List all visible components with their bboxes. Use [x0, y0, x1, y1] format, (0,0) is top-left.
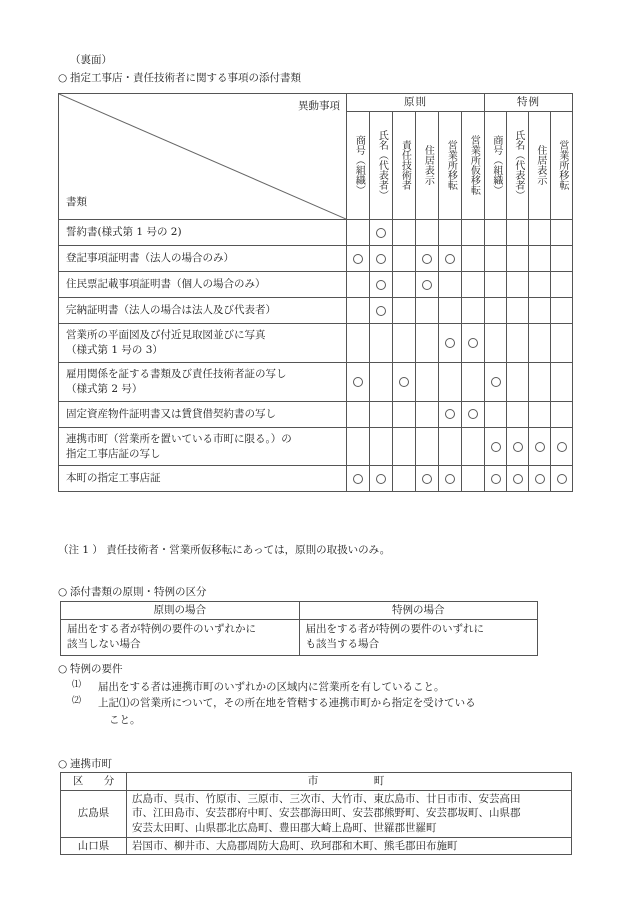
youken-item: ⑵ 上記⑴の営業所について，その所在地を管轄する連携市町から指定を受けている	[72, 696, 476, 710]
mark-cell-empty	[529, 272, 551, 298]
mark-cell-empty	[507, 324, 529, 363]
column-header-5: 営業所仮移転	[462, 112, 485, 220]
column-header-9: 営業所移転	[551, 112, 573, 220]
section-title: 添付書類の原則・特例の区分	[70, 586, 207, 598]
mark-cell-empty	[485, 272, 507, 298]
document-name-cell: 完納証明書（法人の場合は法人及び代表者）	[59, 298, 347, 324]
mark-cell-empty	[416, 298, 439, 324]
mark-cell-checked	[393, 362, 416, 401]
document-name-cell: 住民票記載事項証明書（個人の場合のみ）	[59, 272, 347, 298]
circle-mark-icon	[422, 474, 432, 484]
renkei-municipality-list: 岩国市、柳井市、大島郡周防大島町、玖珂郡和木町、熊毛郡田布施町	[127, 837, 572, 855]
mark-cell-empty	[507, 401, 529, 427]
table-row	[59, 466, 573, 492]
column-header-7: 氏名（代表者）	[507, 112, 529, 220]
kubun-header-row	[61, 602, 538, 620]
youken-item: ⑴ 届出をする者は連携市町のいずれかの区域内に営業所を有していること。	[72, 680, 445, 693]
mark-cell-empty	[370, 362, 393, 401]
kubun-body-row	[61, 620, 538, 655]
mark-cell-empty	[462, 427, 485, 466]
kubun-cell-gensoku: 届出をする者が特例の要件のいずれかに 該当しない場合	[61, 620, 300, 655]
mark-cell-empty	[462, 272, 485, 298]
table-row	[59, 362, 573, 401]
table-row	[59, 220, 573, 246]
mark-cell-empty	[485, 246, 507, 272]
mark-cell-empty	[439, 220, 462, 246]
column-header-2: 責任技術者	[393, 112, 416, 220]
document-name-cell: 固定資産物件証明書又は賃貸借契約書の写し	[59, 401, 347, 427]
section-title: 特例の要件	[70, 663, 123, 675]
circle-mark-icon	[445, 338, 455, 348]
mark-cell-empty	[347, 298, 370, 324]
mark-cell-empty	[393, 298, 416, 324]
document-name-cell: 営業所の平面図及び付近見取図並びに写真 （様式第 1 号の 3）	[59, 324, 347, 363]
mark-cell-empty	[393, 466, 416, 492]
header-row-groups	[59, 94, 573, 112]
mark-cell-checked	[370, 246, 393, 272]
circle-mark-icon	[422, 280, 432, 290]
mark-cell-checked	[507, 466, 529, 492]
renkei-header-shicho: 市 町	[127, 773, 572, 791]
mark-cell-empty	[370, 427, 393, 466]
mark-cell-empty	[529, 298, 551, 324]
mark-cell-empty	[393, 246, 416, 272]
group-header-gensoku: 原則	[347, 94, 485, 112]
renkei-row	[61, 790, 572, 837]
column-header-8: 住居表示	[529, 112, 551, 220]
circle-mark-icon	[513, 474, 523, 484]
kubun-header-tokurei: 特例の場合	[299, 602, 538, 620]
mark-cell-checked	[507, 427, 529, 466]
section-heading-attachments	[58, 71, 301, 87]
mark-cell-empty	[347, 220, 370, 246]
mark-cell-empty	[347, 427, 370, 466]
corner-cell	[59, 94, 347, 220]
section-heading-kubun	[58, 585, 207, 601]
mark-cell-empty	[393, 427, 416, 466]
column-header-6: 商号（組織）	[485, 112, 507, 220]
group-header-tokurei: 特例	[485, 94, 573, 112]
table-header	[59, 94, 573, 220]
mark-cell-checked	[416, 466, 439, 492]
mark-cell-checked	[416, 272, 439, 298]
mark-cell-empty	[393, 401, 416, 427]
attachment-documents-table	[58, 93, 573, 492]
mark-cell-empty	[551, 401, 573, 427]
circle-mark-icon	[491, 474, 501, 484]
renkei-prefecture: 広島県	[61, 790, 127, 837]
mark-cell-checked	[551, 427, 573, 466]
mark-cell-empty	[393, 220, 416, 246]
mark-cell-checked	[462, 324, 485, 363]
document-name-cell: 登記事項証明書（法人の場合のみ）	[59, 246, 347, 272]
table-row	[59, 324, 573, 363]
mark-cell-empty	[370, 401, 393, 427]
mark-cell-empty	[485, 324, 507, 363]
circle-mark-icon	[376, 254, 386, 264]
column-header-1: 氏名（代表者）	[370, 112, 393, 220]
mark-cell-checked	[551, 466, 573, 492]
mark-cell-empty	[485, 401, 507, 427]
circle-mark-icon	[491, 377, 501, 387]
mark-cell-empty	[507, 246, 529, 272]
mark-cell-empty	[462, 220, 485, 246]
mark-cell-checked	[439, 246, 462, 272]
mark-cell-checked	[462, 401, 485, 427]
circle-mark-icon	[445, 254, 455, 264]
mark-cell-empty	[507, 298, 529, 324]
circle-mark-icon	[399, 377, 409, 387]
document-name-cell: 本町の指定工事店証	[59, 466, 347, 492]
mark-cell-empty	[416, 220, 439, 246]
mark-cell-empty	[416, 401, 439, 427]
document-name-cell: 雇用関係を証する書類及び責任技術者証の写し （様式第 2 号）	[59, 362, 347, 401]
mark-cell-empty	[507, 272, 529, 298]
youken-requirements-list	[72, 679, 476, 728]
mark-cell-empty	[485, 298, 507, 324]
mark-cell-empty	[416, 362, 439, 401]
youken-item-continuation: こと。	[109, 713, 141, 726]
mark-cell-checked	[485, 362, 507, 401]
renkei-header-kubun: 区 分	[61, 773, 127, 791]
mark-cell-checked	[347, 362, 370, 401]
mark-cell-empty	[551, 272, 573, 298]
mark-cell-empty	[462, 298, 485, 324]
circle-mark-icon	[445, 409, 455, 419]
renkei-body	[61, 790, 572, 855]
table-row	[59, 427, 573, 466]
mark-cell-empty	[439, 272, 462, 298]
bullet-icon: ○	[58, 586, 68, 598]
circle-mark-icon	[353, 377, 363, 387]
mark-cell-empty	[485, 220, 507, 246]
mark-cell-empty	[462, 362, 485, 401]
bullet-icon: ○	[58, 663, 68, 675]
mark-cell-empty	[551, 324, 573, 363]
mark-cell-checked	[439, 466, 462, 492]
circle-mark-icon	[513, 442, 523, 452]
mark-cell-empty	[529, 246, 551, 272]
renkei-row	[61, 837, 572, 855]
table-body	[59, 220, 573, 492]
renkei-municipalities-table	[60, 772, 572, 855]
kubun-cell-tokurei: 届出をする者が特例の要件のいずれに も該当する場合	[299, 620, 538, 655]
renkei-municipality-list: 広島市、呉市、竹原市、三原市、三次市、大竹市、東広島市、廿日市市、安芸高田 市、江田島市、安芸郡府中町、安芸郡海田町、安芸郡熊野町、安芸郡坂町、山県郡 安芸太田町、山県郡北広島町、豊田郡大崎上島町、世羅郡世羅町	[127, 790, 572, 837]
mark-cell-empty	[439, 427, 462, 466]
mark-cell-empty	[416, 324, 439, 363]
bullet-icon: ○	[58, 758, 68, 770]
mark-cell-checked	[529, 427, 551, 466]
change-items-label: 異動事項	[298, 100, 340, 112]
mark-cell-checked	[416, 246, 439, 272]
column-header-3: 住居表示	[416, 112, 439, 220]
mark-cell-empty	[551, 298, 573, 324]
table-row	[59, 272, 573, 298]
mark-cell-empty	[439, 298, 462, 324]
mark-cell-checked	[347, 246, 370, 272]
mark-cell-checked	[370, 298, 393, 324]
circle-mark-icon	[376, 306, 386, 316]
mark-cell-empty	[416, 427, 439, 466]
section-heading-renkei	[58, 757, 112, 773]
circle-mark-icon	[353, 474, 363, 484]
circle-mark-icon	[376, 228, 386, 238]
circle-mark-icon	[468, 338, 478, 348]
circle-mark-icon	[557, 442, 567, 452]
bullet-icon: ○	[58, 72, 68, 84]
mark-cell-empty	[462, 246, 485, 272]
mark-cell-empty	[529, 362, 551, 401]
document-name-cell: 連携市町（営業所を置いている市町に限る。）の 指定工事店証の写し	[59, 427, 347, 466]
mark-cell-checked	[529, 466, 551, 492]
table-row	[59, 298, 573, 324]
youken-item-number: ⑵	[72, 696, 82, 707]
mark-cell-empty	[370, 324, 393, 363]
mark-cell-checked	[370, 220, 393, 246]
circle-mark-icon	[445, 474, 455, 484]
section-title: 指定工事店・責任技術者に関する事項の添付書類	[70, 72, 301, 84]
mark-cell-empty	[551, 362, 573, 401]
circle-mark-icon	[468, 409, 478, 419]
circle-mark-icon	[422, 254, 432, 264]
mark-cell-empty	[551, 246, 573, 272]
kubun-comparison-table	[60, 601, 538, 656]
column-header-4: 営業所移転	[439, 112, 462, 220]
renkei-prefecture: 山口県	[61, 837, 127, 855]
mark-cell-empty	[393, 324, 416, 363]
mark-cell-empty	[347, 324, 370, 363]
mark-cell-checked	[439, 324, 462, 363]
mark-cell-empty	[347, 272, 370, 298]
circle-mark-icon	[353, 254, 363, 264]
mark-cell-checked	[347, 466, 370, 492]
mark-cell-checked	[485, 427, 507, 466]
mark-cell-empty	[507, 220, 529, 246]
mark-cell-empty	[529, 324, 551, 363]
column-header-0: 商号（組織）	[347, 112, 370, 220]
circle-mark-icon	[491, 442, 501, 452]
mark-cell-checked	[370, 466, 393, 492]
circle-mark-icon	[376, 474, 386, 484]
kubun-header-gensoku: 原則の場合	[61, 602, 300, 620]
circle-mark-icon	[535, 474, 545, 484]
table-row	[59, 246, 573, 272]
section-title: 連携市町	[70, 758, 112, 770]
mark-cell-empty	[439, 362, 462, 401]
mark-cell-empty	[529, 220, 551, 246]
document-name-cell: 誓約書(様式第 1 号の 2)	[59, 220, 347, 246]
mark-cell-empty	[347, 401, 370, 427]
mark-cell-empty	[462, 466, 485, 492]
table-note: （注 1 ） 責任技術者・営業所仮移転にあっては，原則の取扱いのみ。	[58, 544, 391, 556]
documents-label: 書類	[66, 196, 87, 209]
mark-cell-empty	[507, 362, 529, 401]
circle-mark-icon	[535, 442, 545, 452]
mark-cell-checked	[439, 401, 462, 427]
renkei-header-row	[61, 773, 572, 791]
side-label: （裏面）	[70, 54, 112, 66]
mark-cell-empty	[529, 401, 551, 427]
mark-cell-empty	[551, 220, 573, 246]
youken-item-number: ⑴	[72, 680, 82, 690]
circle-mark-icon	[557, 474, 567, 484]
circle-mark-icon	[376, 280, 386, 290]
mark-cell-empty	[393, 272, 416, 298]
table-row	[59, 401, 573, 427]
mark-cell-checked	[485, 466, 507, 492]
section-heading-youken	[58, 662, 123, 678]
mark-cell-checked	[370, 272, 393, 298]
